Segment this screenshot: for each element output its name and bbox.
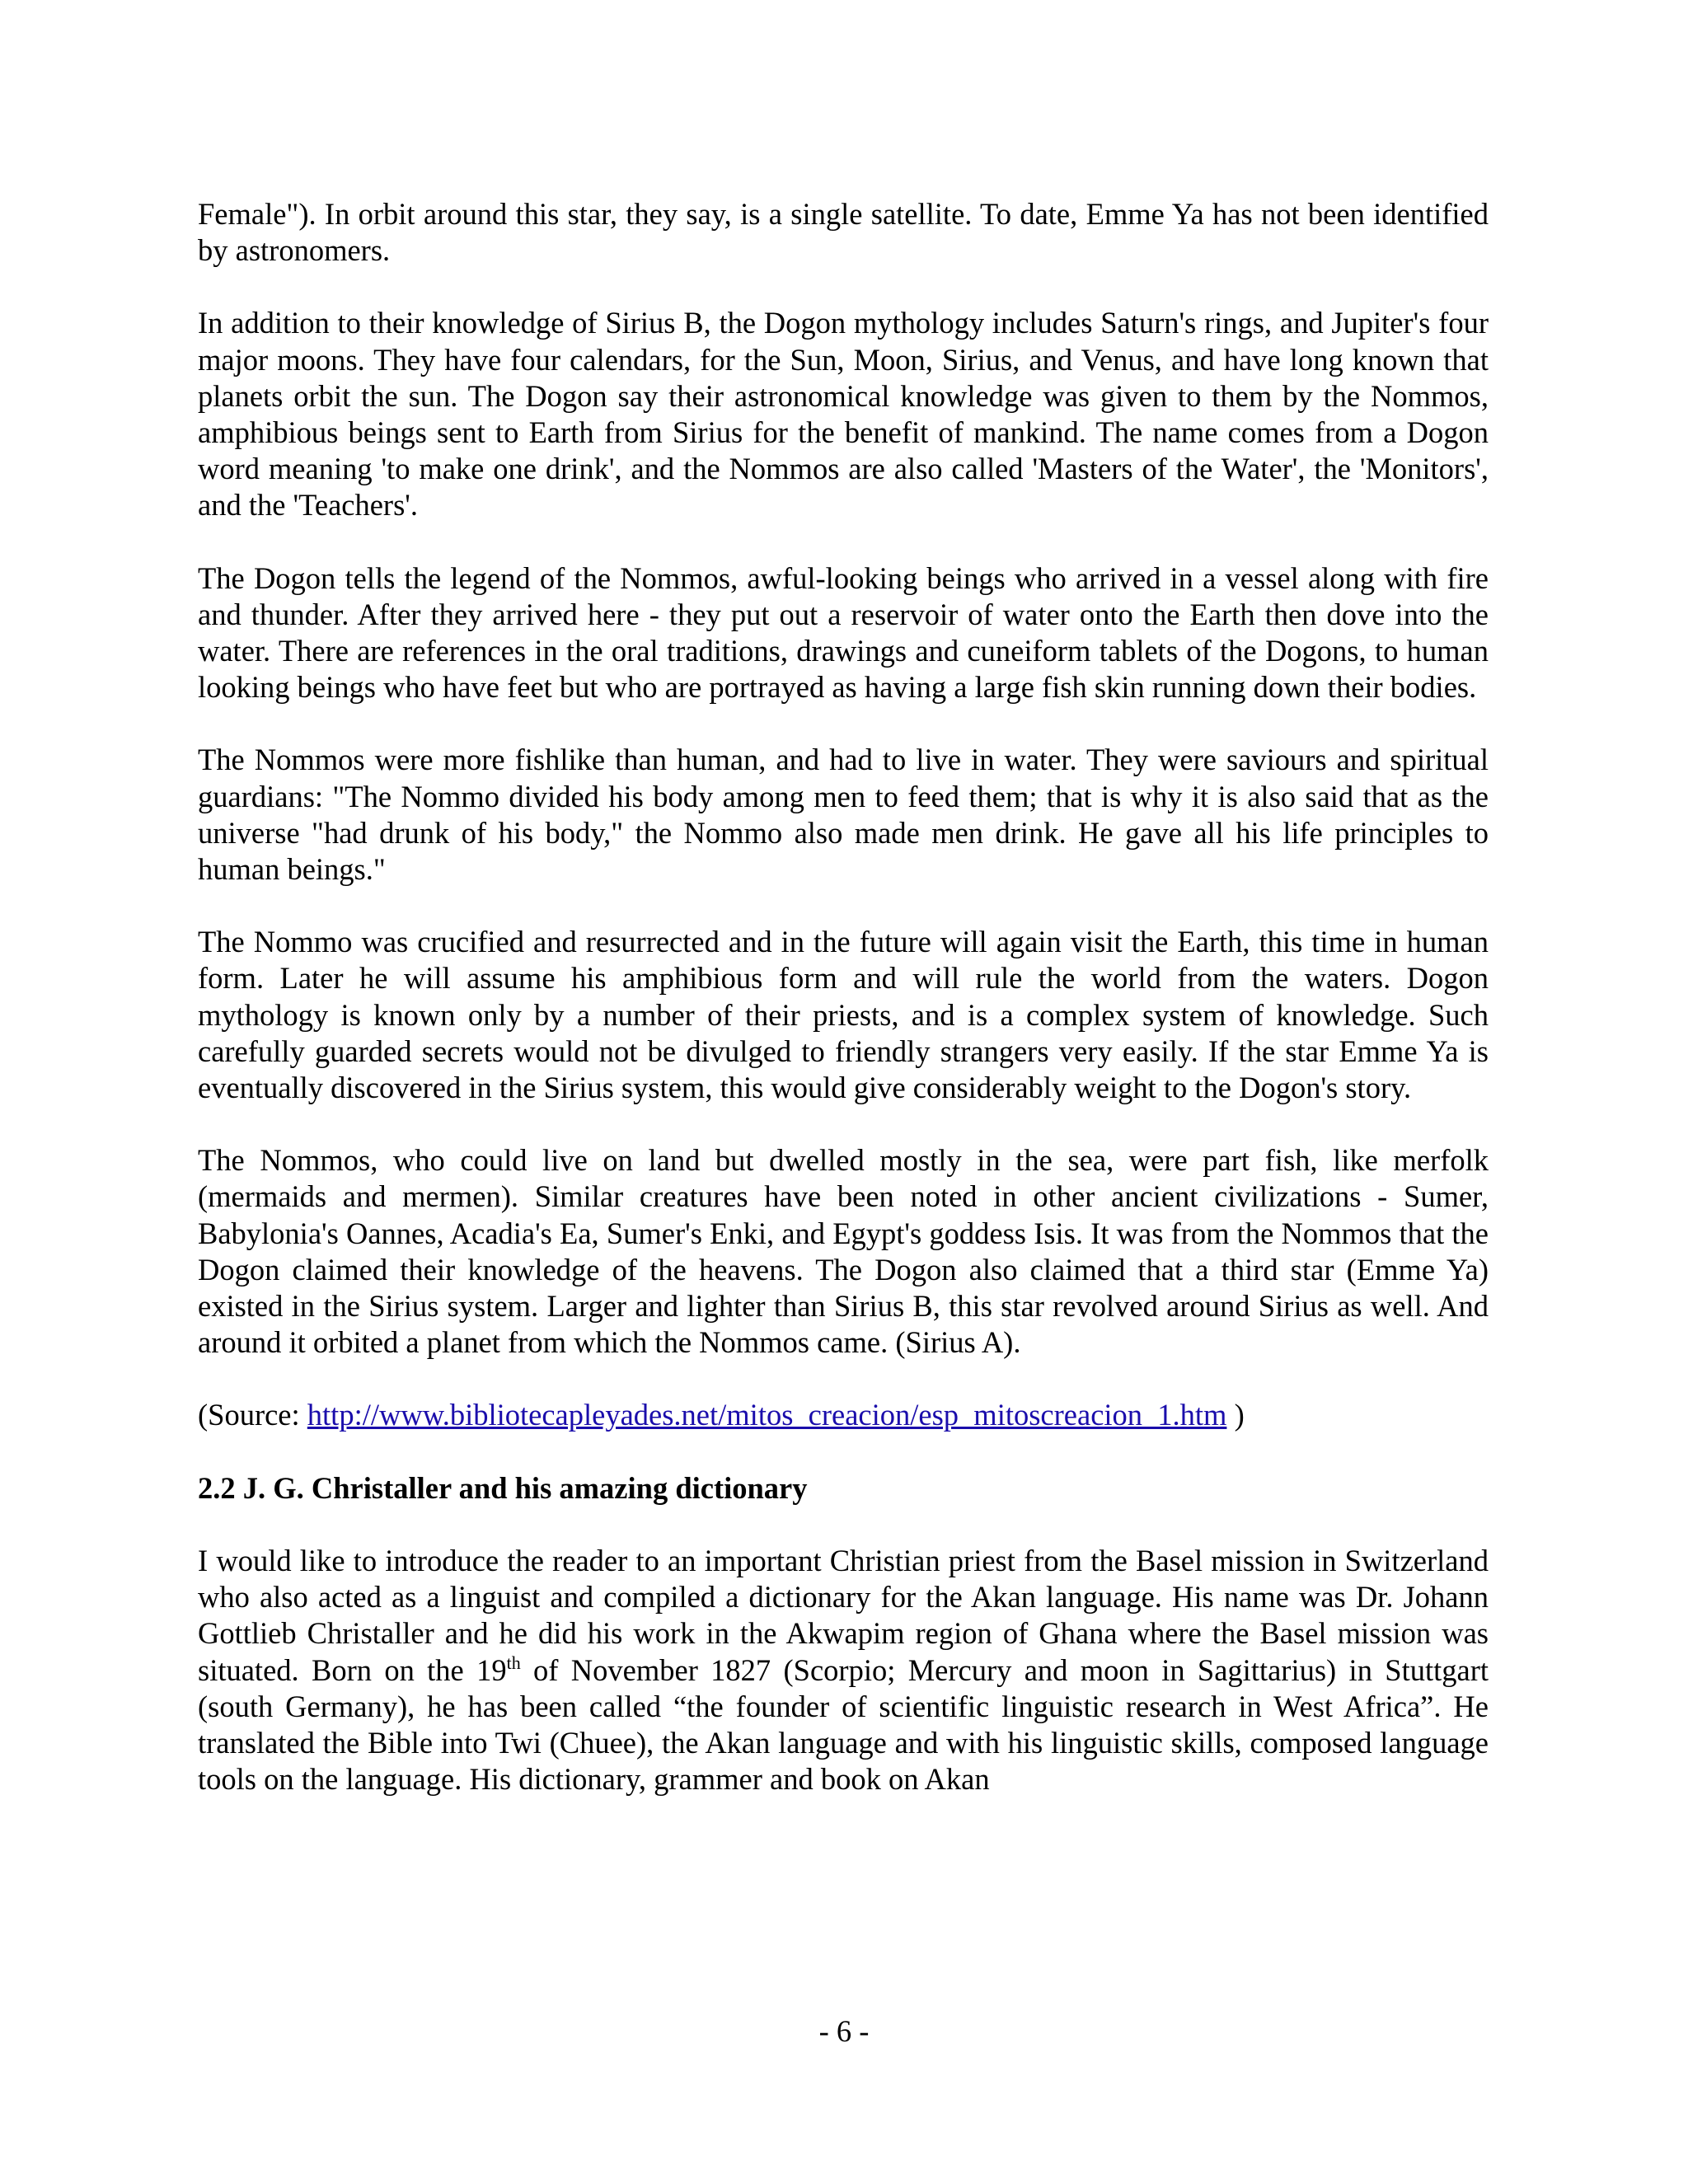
paragraph-nommos-legend: The Dogon tells the legend of the Nommos, awful-looking beings who arrived in a vessel along with fire and thunder. After they arrived here - they put out a reservoir of water onto the Earth then dove into the water. There are references in the oral traditions, drawings and cuneiform tablets of the Dogons, to human looking beings who have feet but who are portrayed as having a large fish skin running down their bodies. [198,560,1489,705]
ordinal-superscript: th [506,1652,521,1673]
paragraph-emme-ya: Female"). In orbit around this star, they say, is a single satellite. To date, Emme Ya has not been identified by astronomers. [198,197,1489,268]
paragraph-nommos-merfolk: The Nommos, who could live on land but dwelled mostly in the sea, were part fish, like merfolk (mermaids and mermen). Similar creatures have been noted in other ancient civilizations - Sumer, Babylonia's Oannes, Acadia's Ea, Sumer's Enki, and Egypt's goddess Isis. It was from the Nommos that the Dogon claimed their knowledge of the heavens. The Dogon also claimed that a third star (Emme Ya) existed in the Sirius system. Larger and lighter than Sirius B, this star revolved around Sirius as well. And around it orbited a planet from which the Nommos came. (Sirius A). [198,1143,1489,1360]
page-number: - 6 - [818,2014,870,2048]
paragraph-astronomical-knowledge: In addition to their knowledge of Sirius B, the Dogon mythology includes Saturn's rings, and Jupiter's four major moons. They have four calendars, for the Sun, Moon, Sirius, and Venus, and have long known that planets orbit the sun. The Dogon say their astronomical knowledge was given to them by the Nommos, amphibious beings sent to Earth from Sirius for the benefit of mankind. The name comes from a Dogon word meaning 'to make one drink', and the Nommos are also called 'Masters of the Water', the 'Monitors', and the 'Teachers'. [198,306,1489,523]
document-page [198,196,1489,1797]
source-suffix: ) [1226,1398,1245,1432]
paragraph-christaller-part1: I would like to introduce the reader to an important Christian priest from the Basel mission in Switzerland who also acted as a linguist and compiled a dictionary for the Akan language. His name was Dr. Johann Gottlieb Christaller and he did his work in the Akwapim region of Ghana where the Basel mission was situated. Born on the 19 [198,1543,1489,1687]
paragraph-nommos-fishlike: The Nommos were more fishlike than human, and had to live in water. They were saviours and spiritual guardians: "The Nommo divided his body among men to feed them; that is why it is also said that as the universe "had drunk of his body," the Nommo also made men drink. He gave all his life principles to human beings." [198,743,1489,887]
paragraph-christaller-part2: of November 1827 (Scorpio; Mercury and moon in Sagittarius) in Stuttgart (south Germany), he has been called “the founder of scientific linguistic research in West Africa”. He translated the Bible into Twi (Chuee), the Akan language and with his linguistic skills, composed language tools on the language. His dictionary, grammer and book on Akan [198,1652,1489,1797]
paragraph-nommo-crucified: The Nommo was crucified and resurrected and in the future will again visit the Earth, this time in human form. Later he will assume his amphibious form and will rule the world from the waters. Dogon mythology is known only by a number of their priests, and is a complex system of knowledge. Such carefully guarded secrets would not be divulged to friendly strangers very easily. If the star Emme Ya is eventually discovered in the Sirius system, this would give considerably weight to the Dogon's story. [198,925,1489,1105]
source-link[interactable]: http://www.bibliotecapleyades.net/mitos_creacion/esp_mitoscreacion_1.htm [307,1398,1227,1432]
paragraph-christaller [198,1543,1489,1797]
source-line [198,1397,1489,1433]
source-prefix: (Source: [198,1398,307,1432]
section-heading: 2.2 J. G. Christaller and his amazing dictionary [198,1470,808,1505]
